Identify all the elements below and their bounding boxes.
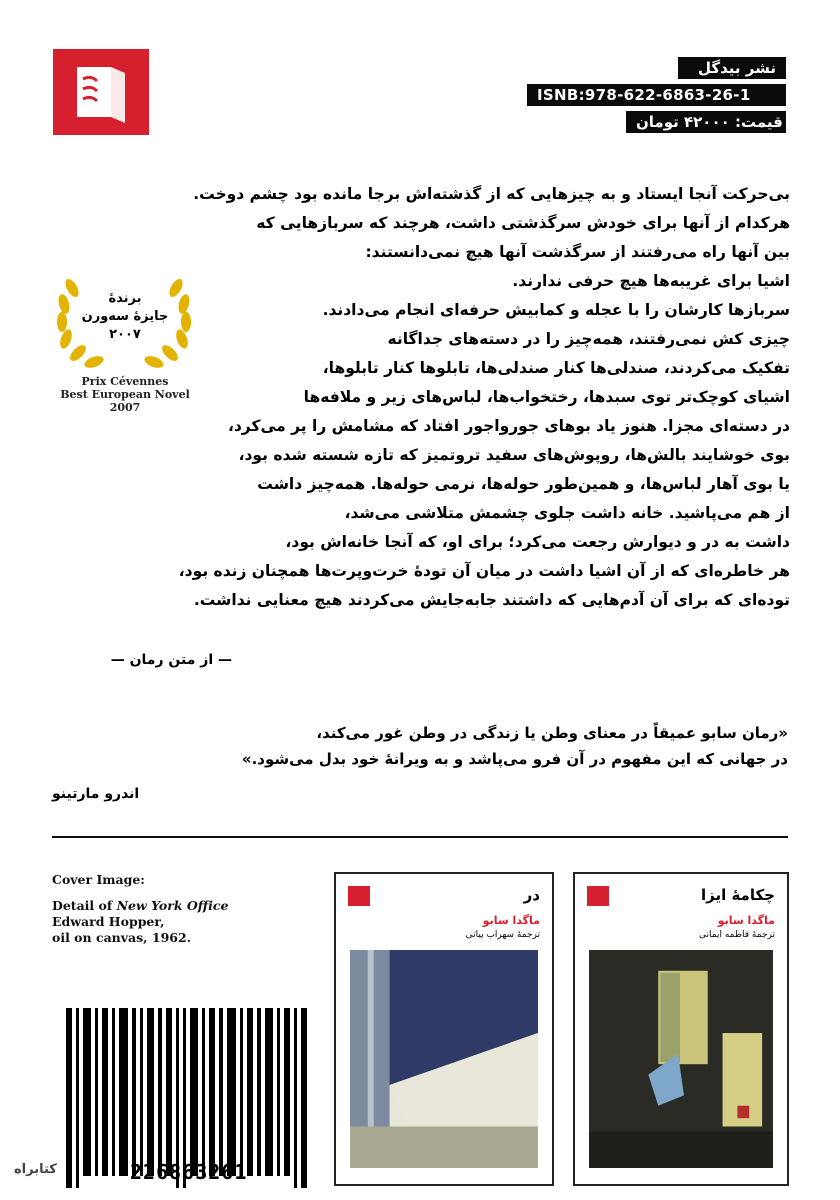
quote-author: اندرو مارتینو bbox=[52, 786, 140, 802]
related-book-1[interactable] bbox=[334, 872, 554, 1186]
excerpt-line: یا بوی آهار لباس‌ها، و همین‌طور حوله‌ها، نرمی حوله‌ها. همه‌چیز داشت bbox=[257, 475, 790, 493]
publisher-name-box: نشر بیدگل bbox=[678, 57, 786, 79]
review-quote bbox=[40, 720, 788, 772]
barcode-number: 226863261 bbox=[130, 1160, 248, 1184]
excerpt-line: بین آنها راه می‌رفتند از سرگذشت آنها هیچ نمی‌دانستند: bbox=[365, 243, 790, 261]
price-box: قیمت: ۴۲۰۰۰ تومان bbox=[626, 111, 786, 133]
book-author: ماگدا سابو bbox=[482, 914, 540, 927]
section-divider bbox=[52, 836, 788, 838]
source-note: — از متن رمان — bbox=[110, 652, 232, 668]
award-en-year: 2007 bbox=[109, 401, 141, 414]
book-title: چکامهٔ ایزا bbox=[700, 886, 775, 904]
award-english bbox=[40, 375, 210, 414]
book-translator: ترجمهٔ سهراب بیاتی bbox=[465, 930, 540, 940]
publisher-logo-small bbox=[587, 886, 609, 906]
award-en-line1: Prix Cévennes bbox=[81, 375, 169, 388]
excerpt-line: اشیای کوچک‌تر توی سبدها، رختخواب‌ها، لباس‌های زیر و ملافه‌ها bbox=[303, 388, 790, 406]
publisher-logo-small bbox=[348, 886, 370, 906]
quote-line2: در جهانی که این مفهوم در آن فرو می‌پاشد و به ویرانهٔ خود بدل می‌شود.» bbox=[241, 750, 788, 768]
excerpt-line: بی‌حرکت آنجا ایستاد و به چیزهایی که از گذشته‌اش برجا مانده بود چشم دوخت. bbox=[193, 185, 790, 203]
award-line2: جایزهٔ سه‌ورن bbox=[81, 309, 169, 324]
excerpt-line: هرکدام از آنها برای خودش سرگذشتی داشت، هرچند که سربازهایی که bbox=[256, 214, 790, 232]
cover-credit-medium: oil on canvas, 1962. bbox=[52, 930, 192, 945]
cover-credit-prefix: Detail of bbox=[52, 898, 117, 913]
excerpt-line: در دسته‌ای مجزا. هنوز یاد بوهای جورواجور افتاد که مشامش را پر می‌کرد، bbox=[227, 417, 790, 435]
excerpt-line: سربازها کارشان را با عجله و کمابیش حرفه‌ای انجام می‌دادند. bbox=[322, 301, 790, 319]
excerpt-line: تفکیک می‌کردند، صندلی‌ها کنار صندلی‌ها، تابلوها کنار تابلوها، bbox=[322, 359, 790, 377]
cover-credit-artist: Edward Hopper, bbox=[52, 914, 165, 929]
excerpt-line: توده‌ای که برای آن آدم‌هایی که داشتند جابه‌جایش می‌کردند هیچ معنایی نداشت. bbox=[193, 591, 790, 609]
award-badge bbox=[70, 290, 180, 344]
cover-credit-heading: Cover Image: bbox=[52, 872, 145, 887]
cover-credit-title: New York Office bbox=[116, 898, 229, 913]
excerpt-line: داشت به در و دیوارش رجعت می‌کرد؛ برای او، که آنجا خانه‌اش بود، bbox=[285, 533, 790, 551]
book-title: در bbox=[523, 886, 540, 904]
book-translator: ترجمهٔ فاطمه ایمانی bbox=[699, 930, 775, 940]
award-en-line2: Best European Novel bbox=[60, 388, 190, 401]
excerpt-line: چیزی کش نمی‌رفتند، همه‌چیز را در دسته‌های جداگانه bbox=[387, 330, 790, 348]
watermark-label: کتابراه bbox=[14, 1162, 57, 1177]
book-author: ماگدا سابو bbox=[717, 914, 775, 927]
award-year: ۲۰۰۷ bbox=[109, 327, 141, 342]
book-cover-art bbox=[589, 950, 773, 1168]
related-book-2[interactable] bbox=[573, 872, 789, 1186]
award-line1: برندهٔ bbox=[108, 291, 142, 306]
excerpt-line: اشیا برای غریبه‌ها هیچ حرفی ندارند. bbox=[512, 272, 790, 290]
book-cover-art bbox=[350, 950, 538, 1168]
excerpt-text bbox=[178, 180, 790, 615]
excerpt-line: از هم می‌پاشید. خانه داشت جلوی چشمش متلاشی می‌شد، bbox=[344, 504, 790, 522]
quote-line1: «رمان سابو عمیقاً در معنای وطن یا زندگی در وطن غور می‌کند، bbox=[316, 724, 788, 742]
cover-credit bbox=[52, 872, 312, 946]
isbn-box: ISNB:978-622-6863-26-1 bbox=[527, 84, 786, 106]
excerpt-line: بوی خوشایند بالش‌ها، روپوش‌های سفید تروتمیز که تازه شسته شده بود، bbox=[238, 446, 790, 464]
excerpt-line: هر خاطره‌ای که از آن اشیا داشت در میان آن تودهٔ خرت‌وپرت‌ها همچنان زنده بود، bbox=[178, 562, 790, 580]
publisher-logo bbox=[53, 49, 149, 135]
